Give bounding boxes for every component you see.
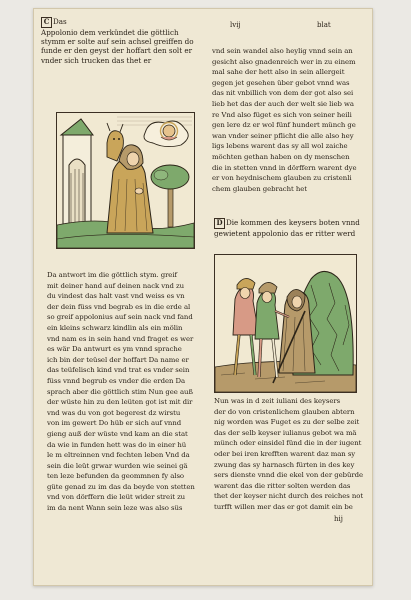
text-line: du vindest das halt vast vnd weiss es vn bbox=[47, 292, 185, 301]
text-line: von im gewert Do hüb er sich auf vnnd bbox=[47, 419, 182, 428]
text-line: wan vnder seiner pflicht die alle also hey bbox=[212, 131, 354, 140]
text-line: das der selb keyser iulianus gebot wa mä bbox=[214, 428, 357, 437]
text-line: lieb het das der auch der welt sie lieb wa bbox=[212, 99, 354, 108]
title-line: vnder sich trucken das thet er bbox=[41, 55, 152, 65]
text-line: so greif appolonius auf sein nack vnd fand bbox=[47, 313, 193, 322]
text-line: das nit vnbillich von dem der got also sei bbox=[212, 89, 354, 98]
text-line: oder bei iren krefften warent daz man sy bbox=[214, 449, 356, 458]
text-line: vnd sein wandel also heylig vnnd sein an bbox=[212, 47, 353, 55]
text-line: turfft willen mer das er got damit ein be bbox=[214, 502, 353, 511]
text-line: die in stetten vnnd in dörffern warent dye bbox=[212, 163, 357, 172]
woodcut-2-image bbox=[215, 255, 356, 392]
title-line: Die kommen des keysers boten vnnd bbox=[226, 218, 360, 227]
text-line: zwung das sy harnasch fürten in des key bbox=[214, 460, 355, 469]
right-body-text-top bbox=[212, 46, 366, 194]
text-line: gieng auß der wüste vnd kam an die stat bbox=[47, 429, 188, 438]
text-line: sein die leüt grwar wurden wie seinei gä bbox=[47, 461, 188, 470]
woodcut-saint-with-devil bbox=[56, 112, 195, 249]
initial-capital-icon: C bbox=[41, 17, 52, 28]
text-line: warent das die ritter solten werden das bbox=[214, 481, 351, 490]
text-line: vnd nam es in sein hand vnd fraget es wer bbox=[47, 334, 194, 343]
text-line: chem glauben gebracht het bbox=[212, 184, 307, 193]
text-line: mit deiner hand auf deinen nack vnd zu bbox=[47, 281, 184, 290]
text-line: sers dienste vnnd die ekel von der gebürde bbox=[214, 471, 363, 480]
text-line: im da nent Wann sein leze was also süs bbox=[47, 504, 183, 513]
text-line: mal sahe der hett also in sein allergeit bbox=[212, 68, 345, 77]
text-line: der wüste hin zu den leüten got ist mit dir bbox=[47, 398, 193, 407]
text-line: ich bin der teüsel der hoffart Da name er bbox=[47, 355, 189, 364]
text-line: sprach aber die göttlich stim Nun gee auß bbox=[47, 387, 193, 396]
text-line: möchten gethan haben on dy menschen bbox=[212, 152, 350, 161]
text-line: münch oder einsidel fünd die in der iugent bbox=[214, 439, 362, 448]
text-line: vnd was du von got begerest dz wirstu bbox=[47, 408, 181, 417]
title-line: Appolonio dem verkündet die göttlich bbox=[41, 28, 179, 37]
running-head-left: Das bbox=[53, 17, 67, 26]
right-body-text-bottom bbox=[214, 396, 368, 513]
text-line: thet der keyser nicht durch des reiches not bbox=[214, 492, 364, 501]
text-line: gesicht also gnadenreich wer in zu einem bbox=[212, 57, 356, 66]
text-line: güte genad zu im das da beyde von stetten bbox=[47, 482, 195, 491]
left-body-text bbox=[47, 270, 202, 514]
text-line: da wie in funden hett was do in einer hü bbox=[47, 440, 187, 449]
text-line: ten leze befunden da geommnen fy also bbox=[47, 472, 185, 481]
text-line: Da antwort im die göttlich stym. greif bbox=[47, 271, 177, 279]
text-line: Nun was in d zeit iuliani des keysers bbox=[214, 397, 341, 405]
right-section-title bbox=[214, 218, 368, 238]
running-head-middle: lvij bbox=[230, 21, 241, 29]
running-head-right: blat bbox=[317, 21, 331, 29]
text-line: ligs lebens warent das sy all wol zaiche bbox=[212, 142, 348, 151]
title-line: gewietent appolonio das er ritter werd bbox=[214, 229, 356, 238]
left-section-title bbox=[41, 17, 194, 65]
text-line: re Vnd also füget es sich von seiner heili bbox=[212, 110, 352, 119]
title-line: stymm er solte auf sein achsel greiffen do bbox=[41, 37, 194, 47]
text-line: gen lere dz er wol fünf hundert münch ge bbox=[212, 121, 356, 130]
text-line: ein kleins schwarz kindlin als ein mölin bbox=[47, 323, 183, 332]
manuscript-leaf bbox=[33, 8, 373, 586]
text-line: le m eltreinnen vnd fechten leben Vnd da bbox=[47, 451, 190, 460]
text-line: nig worden was Fuget es zu der selbe zeit bbox=[214, 418, 360, 427]
text-line: der do von cristenlichem glauben abtern bbox=[214, 407, 355, 416]
text-line: der dein füss vnd begrab es in die erde al bbox=[47, 302, 191, 311]
text-line: gegen jet gesehen über gebot vnnd was bbox=[212, 78, 350, 87]
text-line: füss vnnd begrub es vnder die erden Da bbox=[47, 376, 186, 385]
woodcut-1-image bbox=[57, 113, 194, 248]
text-line: das teüfelisch kind vnd trat es vnder sein bbox=[47, 366, 190, 375]
woodcut-soldiers-seize-saint bbox=[214, 254, 357, 393]
initial-capital-icon: D bbox=[214, 218, 225, 229]
title-line: funde er den geyst der hoffart den solt er bbox=[41, 46, 193, 56]
text-line: er von heydnischem glauben zu cristenli bbox=[212, 174, 352, 183]
folio-mark: hij bbox=[334, 515, 343, 523]
text-line: vnd von dörffern die leüt wider streit zu bbox=[47, 493, 186, 502]
text-line: es wär Da antwurt es ym vnnd sprache bbox=[47, 345, 182, 354]
